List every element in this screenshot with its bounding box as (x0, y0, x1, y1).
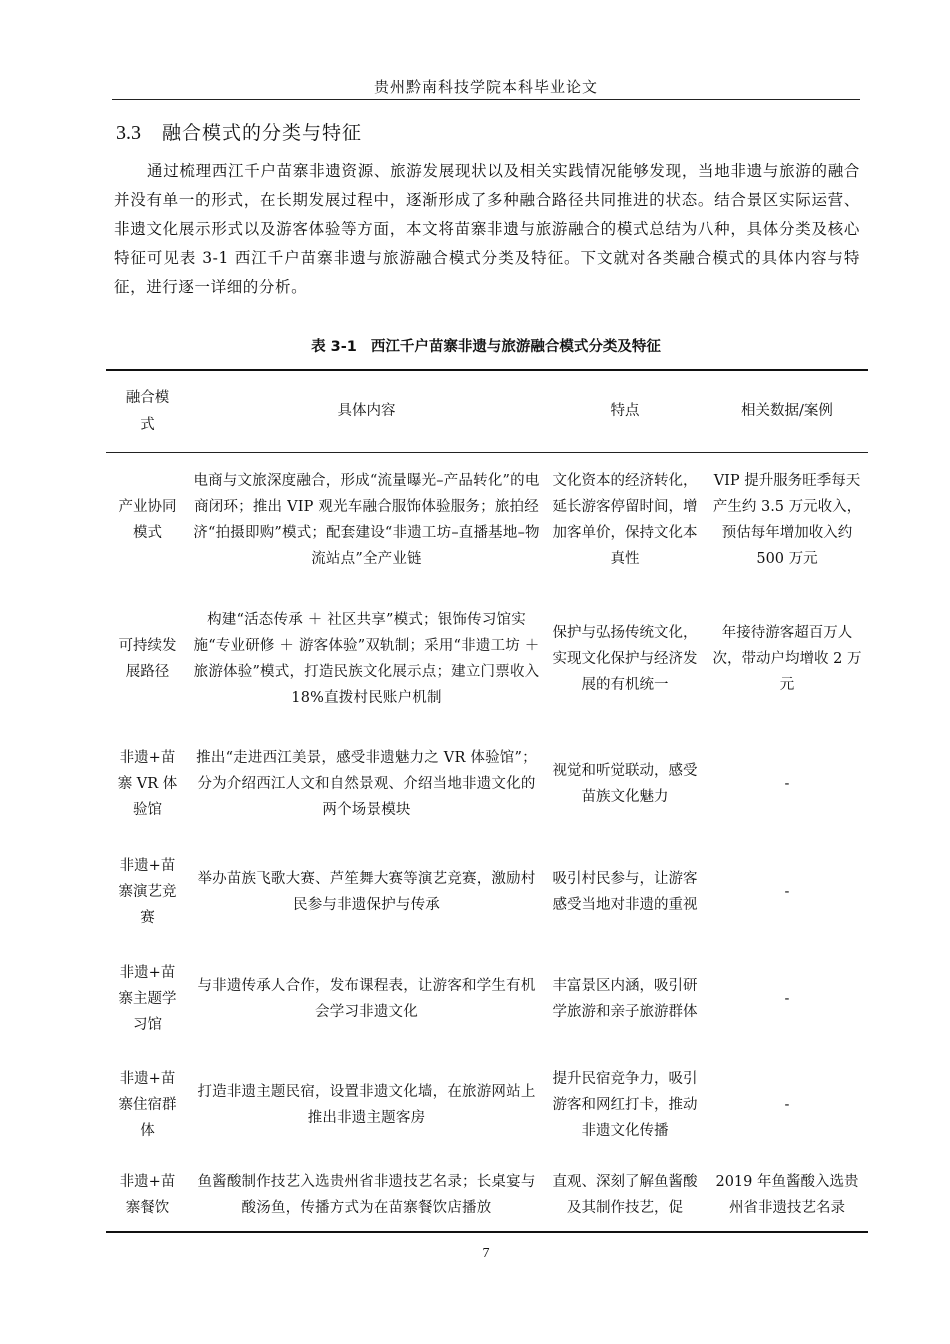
mode-cell (106, 453, 189, 588)
content-cell: 鱼酱酸制作技艺入选贵州省非遗技艺名录；长桌宴与酸汤鱼，传播方式为在苗寨餐饮店播放 (197, 1173, 536, 1216)
feature-cell: 丰富景区内涵，吸引研学旅游和亲子旅游群体 (552, 977, 698, 1020)
table-row (106, 731, 868, 838)
mode-text: 非遗+苗寨主题学习馆 (118, 964, 177, 1033)
feature-cell: 保护与弘扬传统文化，实现文化保护与经济发展的有机统一 (552, 625, 698, 693)
feature-cell: 视觉和听觉联动，感受苗族文化魅力 (552, 763, 698, 805)
content-cell: 打造非遗主题民宿，设置非遗文化墙，在旅游网站上推出非遗主题客房 (197, 1084, 536, 1126)
table-caption-number: 表 3-1 (311, 339, 357, 355)
data-cell: - (784, 990, 790, 1007)
header-rule (112, 99, 860, 100)
header-cell-feature: 特点 (544, 370, 706, 453)
table-row (106, 588, 868, 731)
content-cell: 举办苗族飞歌大赛、芦笙舞大赛等演艺竞赛，激励村民参与非遗保护与传承 (197, 870, 536, 913)
mode-text: 非遗+苗寨餐饮 (119, 1173, 176, 1216)
table-row (106, 1159, 868, 1232)
mode-text: 非遗+苗寨住宿群体 (118, 1071, 177, 1139)
content-cell: 与非遗传承人合作，发布课程表，让游客和学生有机会学习非遗文化 (197, 977, 536, 1020)
mode-cell (106, 838, 189, 946)
data-cell: - (784, 1097, 790, 1113)
mode-text: 非遗+苗寨演艺竞赛 (118, 857, 177, 926)
mode-text: 产业协同模式 (118, 499, 177, 542)
table-row (106, 1052, 868, 1159)
feature-cell: 文化资本的经济转化，延长游客停留时间，增加客单价，保持文化本真性 (552, 473, 698, 568)
mode-text: 可持续发展路径 (118, 638, 177, 680)
section-heading (116, 118, 362, 145)
table-caption (112, 335, 860, 356)
header-cell-data: 相关数据/案例 (706, 370, 868, 453)
table-caption-title: 西江千户苗寨非遗与旅游融合模式分类及特征 (370, 339, 661, 355)
data-cell: VIP 提升服务旺季每天产生约 3.5 万元收入，预估每年增加收入约 500 万元 (712, 473, 862, 568)
section-title: 融合模式的分类与特征 (162, 122, 363, 144)
header-cell-mode (106, 370, 189, 453)
header-cell-content: 具体内容 (189, 370, 544, 453)
table-row (106, 453, 868, 588)
content-cell: 构建“活态传承 ＋ 社区共享”模式；银饰传习馆实施“专业研修 ＋ 游客体验”双轨制；采用“非遗工坊 ＋ 旅游体验”模式，打造民族文化展示点；建立门票收入 18%直拨村民账户机制 (193, 612, 540, 706)
data-cell: - (784, 883, 790, 900)
header-mode-text: 融合模式 (125, 389, 170, 433)
table-row (106, 946, 868, 1052)
mode-cell (106, 588, 189, 731)
page-number: 7 (482, 1246, 490, 1261)
mode-cell (106, 946, 189, 1052)
mode-cell (106, 1159, 189, 1232)
mode-cell (106, 731, 189, 838)
table-row (106, 838, 868, 946)
table-header-row (106, 370, 868, 453)
data-cell: 年接待游客超百万人次，带动户均增收 2 万元 (712, 625, 862, 693)
feature-cell: 直观、深刻了解鱼酱酸及其制作技艺，促 (552, 1173, 698, 1216)
data-cell: - (784, 776, 790, 792)
feature-cell: 吸引村民参与，让游客感受当地对非遗的重视 (552, 870, 698, 913)
mode-text: 非遗+苗寨 VR 体验馆 (117, 750, 178, 818)
feature-cell: 提升民宿竞争力，吸引游客和网红打卡，推动非遗文化传播 (552, 1071, 698, 1139)
body-paragraph: 通过梳理西江千户苗寨非遗资源、旅游发展现状以及相关实践情况能够发现，当地非遗与旅游的融合并没有单一的形式，在长期发展过程中，逐渐形成了多种融合路径共同推进的状态。结合景区实际运营、非遗文化展示形式以及游客体验等方面，本文将苗寨非遗与旅游融合的模式总结为八种，具体分类及核心特征可见表 3-1 西江千户苗寨非遗与旅游融合模式分类及特征。下文就对各类融合模式的具体内容与特征，进行逐一详细的分析。 (114, 162, 860, 296)
fusion-mode-table (106, 369, 868, 1233)
content-cell: 推出“走进西江美景，感受非遗魅力之 VR 体验馆”；分为介绍西江人文和自然景观、介绍当地非遗文化的两个场景模块 (196, 750, 537, 818)
page-header: 贵州黔南科技学院本科毕业论文 (373, 78, 598, 96)
section-number: 3.3 (116, 122, 141, 144)
mode-cell (106, 1052, 189, 1159)
content-cell: 电商与文旅深度融合，形成“流量曝光–产品转化”的电商闭环；推出 VIP 观光车融合服饰体验服务；旅拍经济“拍摄即购”模式；配套建设“非遗工坊–直播基地–物流站点”全产业链 (193, 473, 540, 568)
data-cell: 2019 年鱼酱酸入选贵州省非遗技艺名录 (715, 1173, 859, 1216)
